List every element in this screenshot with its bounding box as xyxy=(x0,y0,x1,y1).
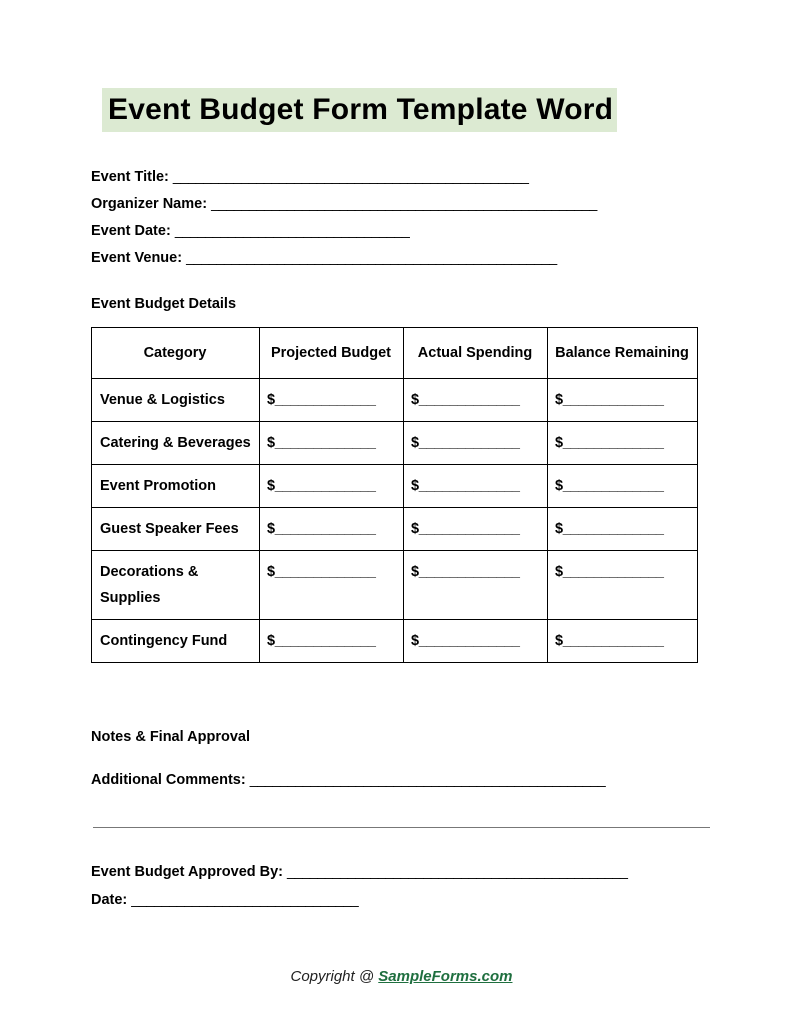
row-projected-input[interactable]: $_____________ xyxy=(260,379,404,422)
field-event-title xyxy=(91,164,731,191)
notes-section-heading: Notes & Final Approval xyxy=(91,729,250,745)
row-actual-input[interactable]: $_____________ xyxy=(404,620,548,663)
row-projected-input[interactable]: $_____________ xyxy=(260,620,404,663)
column-header-balance-remaining: Balance Remaining xyxy=(548,328,698,379)
row-actual-input[interactable]: $_____________ xyxy=(404,508,548,551)
column-header-projected-budget: Projected Budget xyxy=(260,328,404,379)
field-event-venue-label: Event Venue: xyxy=(91,250,183,266)
row-balance-input[interactable]: $_____________ xyxy=(548,422,698,465)
field-approval-date-input[interactable]: ______________________________ xyxy=(131,892,359,908)
field-approval-date xyxy=(91,886,731,914)
row-category: Contingency Fund xyxy=(92,620,260,663)
row-category: Catering & Beverages xyxy=(92,422,260,465)
field-event-title-input[interactable]: _______________________________________________ xyxy=(172,169,529,185)
row-projected-input[interactable]: $_____________ xyxy=(260,508,404,551)
event-info-fields xyxy=(91,164,731,272)
row-actual-input[interactable]: $_____________ xyxy=(404,379,548,422)
field-event-venue xyxy=(91,245,731,272)
row-balance-input[interactable]: $_____________ xyxy=(548,551,698,620)
table-row xyxy=(92,422,698,465)
row-balance-input[interactable]: $_____________ xyxy=(548,508,698,551)
field-event-title-label: Event Title: xyxy=(91,169,169,185)
row-actual-input[interactable]: $_____________ xyxy=(404,551,548,620)
field-organizer-name xyxy=(91,191,731,218)
row-category: Decorations & Supplies xyxy=(92,551,260,620)
row-category: Event Promotion xyxy=(92,465,260,508)
row-actual-input[interactable]: $_____________ xyxy=(404,422,548,465)
brand-link[interactable]: SampleForms.com xyxy=(378,968,513,985)
column-header-category: Category xyxy=(92,328,260,379)
additional-comments-field xyxy=(91,772,605,788)
row-category: Guest Speaker Fees xyxy=(92,508,260,551)
table-row xyxy=(92,379,698,422)
field-event-date xyxy=(91,218,731,245)
approval-fields xyxy=(91,858,731,914)
row-balance-input[interactable]: $_____________ xyxy=(548,620,698,663)
table-row xyxy=(92,465,698,508)
page-footer xyxy=(0,968,803,985)
field-event-date-input[interactable]: _______________________________ xyxy=(174,223,410,239)
additional-comments-label: Additional Comments: xyxy=(91,772,246,788)
row-projected-input[interactable]: $_____________ xyxy=(260,422,404,465)
column-header-actual-spending: Actual Spending xyxy=(404,328,548,379)
table-row xyxy=(92,551,698,620)
field-organizer-name-input[interactable]: ___________________________________________________ xyxy=(211,196,597,212)
comments-divider xyxy=(93,827,710,828)
table-row xyxy=(92,508,698,551)
row-category: Venue & Logistics xyxy=(92,379,260,422)
table-row xyxy=(92,620,698,663)
field-event-venue-input[interactable]: _________________________________________________ xyxy=(186,250,557,266)
field-event-date-label: Event Date: xyxy=(91,223,171,239)
field-approval-date-label: Date: xyxy=(91,892,128,908)
row-actual-input[interactable]: $_____________ xyxy=(404,465,548,508)
row-balance-input[interactable]: $_____________ xyxy=(548,379,698,422)
row-projected-input[interactable]: $_____________ xyxy=(260,465,404,508)
row-balance-input[interactable]: $_____________ xyxy=(548,465,698,508)
field-approved-by-input[interactable]: _____________________________________________ xyxy=(287,864,628,880)
field-approved-by-label: Event Budget Approved By: xyxy=(91,864,284,880)
copyright-text: Copyright @ xyxy=(290,968,379,985)
table-header-row xyxy=(92,328,698,379)
budget-section-heading: Event Budget Details xyxy=(91,296,237,312)
page-title-container xyxy=(102,88,702,132)
additional-comments-input[interactable]: _______________________________________________ xyxy=(249,772,606,788)
page-title: Event Budget Form Template Word xyxy=(102,88,617,132)
field-organizer-name-label: Organizer Name: xyxy=(91,196,208,212)
field-approved-by xyxy=(91,858,731,886)
budget-table xyxy=(91,327,698,663)
row-projected-input[interactable]: $_____________ xyxy=(260,551,404,620)
